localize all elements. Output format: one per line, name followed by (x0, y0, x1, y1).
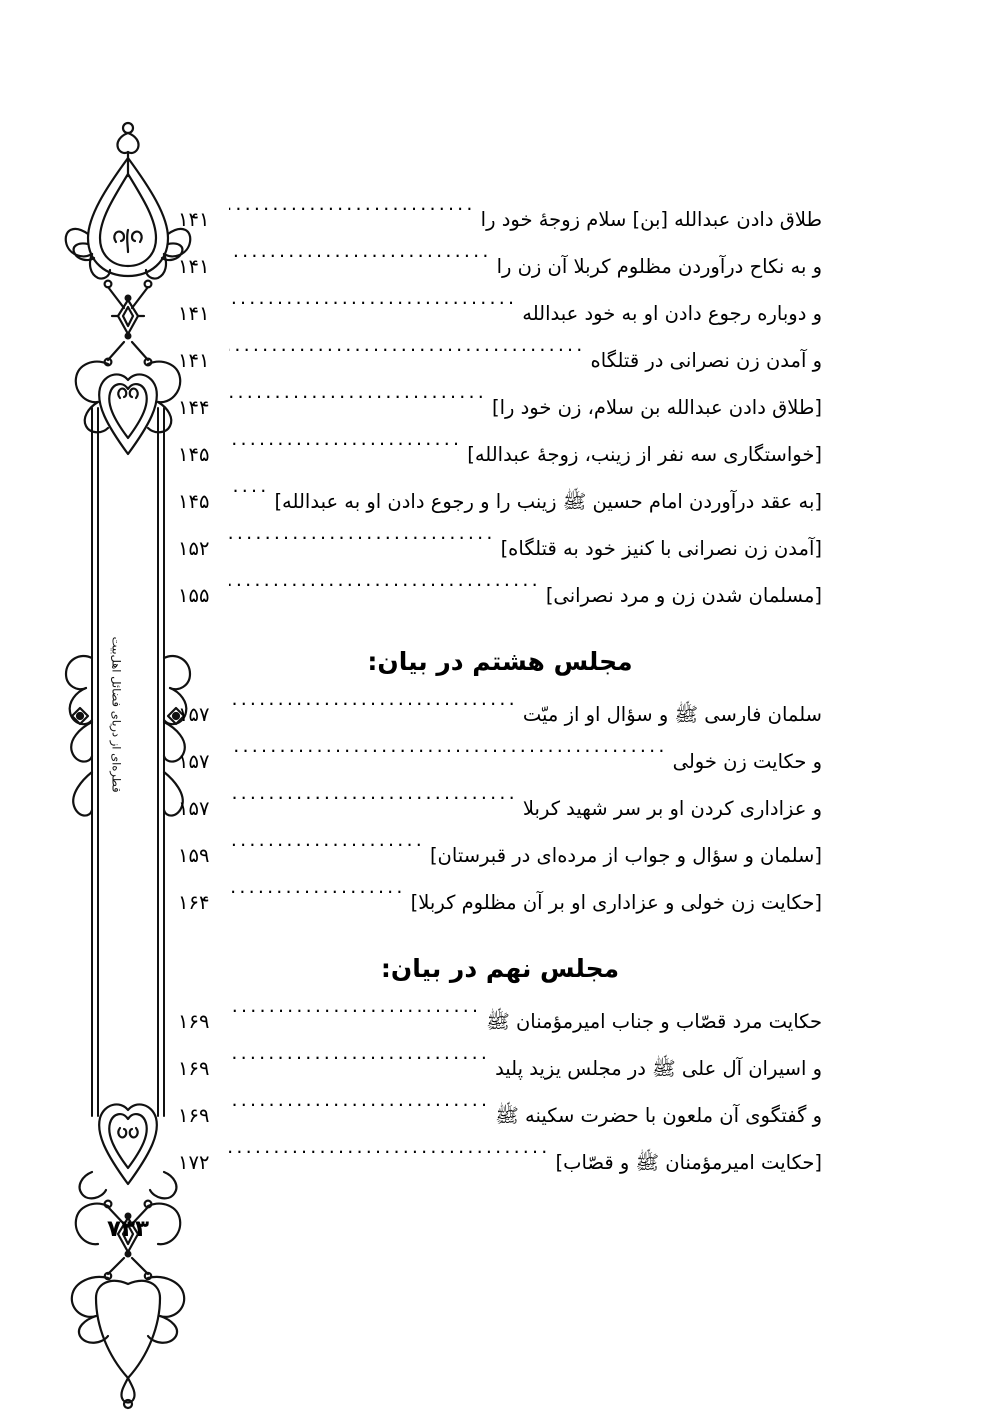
toc-entry[interactable] (178, 478, 822, 525)
toc-dot-leader (229, 843, 425, 863)
toc-entry-title: سلمان فارسی ﷺ و سؤال او از میّت (522, 703, 822, 726)
toc-dot-leader (229, 583, 541, 603)
toc-entry-page-number: ۱۶۹ (178, 1104, 210, 1127)
toc-dot-leader (229, 796, 518, 816)
toc-entry[interactable] (178, 290, 822, 337)
upper-knot (112, 296, 144, 339)
toc-entry-page-number: ۱۴۱ (178, 255, 210, 278)
toc-entry-page-number: ۱۶۹ (178, 1010, 210, 1033)
toc-entry[interactable] (178, 785, 822, 832)
toc-entry-page-number: ۱۵۲ (178, 537, 210, 560)
folio-cartouche (72, 1258, 184, 1408)
toc-entry-page-number: ۱۴۴ (178, 396, 210, 419)
toc-entry[interactable] (178, 1139, 822, 1186)
toc-entry-title: و گفتگوی آن ملعون با حضرت سکینه ﷺ (495, 1104, 822, 1127)
toc-entry-page-number: ۱۵۷ (178, 750, 210, 773)
toc-dot-leader (229, 749, 668, 769)
toc-entry[interactable] (178, 337, 822, 384)
toc-entry-page-number: ۱۴۵ (178, 490, 210, 513)
toc-entry-title: طلاق دادن عبدالله [بن] سلام زوجهٔ خود را (480, 208, 822, 231)
toc-dot-leader (229, 1056, 490, 1076)
toc-entry-page-number: ۱۴۱ (178, 349, 210, 372)
toc-entry-page-number: ۱۵۷ (178, 703, 210, 726)
toc-entry-title: [آمدن زن نصرانی با کنیز خود به قتلگاه] (500, 537, 822, 560)
table-of-contents (178, 196, 822, 1186)
toc-entry-title: و حکایت زن خولی (672, 750, 822, 773)
toc-dot-leader (229, 395, 487, 415)
section-heading: مجلس هشتم در بیان: (367, 647, 633, 676)
toc-entry-page-number: ۱۵۹ (178, 844, 210, 867)
toc-dot-leader (229, 442, 462, 462)
toc-dot-leader (229, 536, 496, 556)
toc-entry[interactable] (178, 738, 822, 785)
toc-entry-page-number: ۱۴۵ (178, 443, 210, 466)
toc-entry-title: [طلاق دادن عبدالله بن سلام، زن خود را] (491, 396, 822, 419)
decorative-border-ornament (58, 112, 198, 1312)
toc-entry[interactable] (178, 879, 822, 926)
toc-entry[interactable] (178, 384, 822, 431)
toc-entry-title: [به عقد درآوردن امام حسین ﷺ زینب را و رجوع دادن او به عبدالله] (274, 490, 822, 513)
toc-dot-leader (229, 348, 586, 368)
toc-entry-page-number: ۱۵۵ (178, 584, 210, 607)
toc-dot-leader (229, 301, 517, 321)
toc-dot-leader (229, 1009, 481, 1029)
toc-dot-leader (229, 207, 476, 227)
toc-entry-title: [مسلمان شدن زن و مرد نصرانی] (545, 584, 822, 607)
top-finial (66, 123, 191, 308)
toc-dot-leader (229, 702, 518, 722)
toc-dot-leader (229, 1103, 490, 1123)
toc-dot-leader (229, 489, 269, 509)
toc-dot-leader (229, 254, 492, 274)
spine-title-label: قطره‌ای از دریای فضائل اهل‌بیت (109, 636, 124, 794)
toc-entry-page-number: ۱۵۷ (178, 797, 210, 820)
toc-entry[interactable] (178, 691, 822, 738)
toc-entry-title: و به نکاح درآوردن مظلوم کربلا آن زن را (496, 255, 822, 278)
toc-entry[interactable] (178, 832, 822, 879)
toc-entry-title: [حکایت امیرمؤمنان ﷺ و قصّاب] (555, 1151, 822, 1174)
toc-entry-page-number: ۱۶۴ (178, 891, 210, 914)
toc-entry-title: و اسیران آل علی ﷺ در مجلس یزید پلید (495, 1057, 822, 1080)
page-number: ۷۳۳ (106, 1216, 150, 1242)
toc-entry-title: [خواستگاری سه نفر از زینب، زوجهٔ عبدالله] (467, 443, 822, 466)
toc-entry-page-number: ۱۶۹ (178, 1057, 210, 1080)
toc-entry-title: [سلمان و سؤال و جواب از مرده‌ای در قبرستان] (429, 844, 822, 867)
section-heading: مجلس نهم در بیان: (380, 954, 620, 983)
toc-entry[interactable] (178, 525, 822, 572)
toc-entry[interactable] (178, 196, 822, 243)
toc-entry-title: و دوباره رجوع دادن او به خود عبدالله (522, 302, 822, 325)
toc-entry[interactable] (178, 431, 822, 478)
toc-entry[interactable] (178, 998, 822, 1045)
toc-entry-title: و آمدن زن نصرانی در قتلگاه (590, 349, 822, 372)
toc-entry[interactable] (178, 1092, 822, 1139)
toc-dot-leader (229, 1150, 551, 1170)
middle-side-ornament (66, 656, 190, 816)
toc-entry[interactable] (178, 1045, 822, 1092)
toc-entry-title: و عزاداری کردن او بر سر شهید کربلا (522, 797, 822, 820)
vertical-rails (92, 408, 164, 1116)
toc-entry-title: [حکایت زن خولی و عزاداری او بر آن مظلوم کربلا] (410, 891, 822, 914)
toc-entry-page-number: ۱۴۱ (178, 208, 210, 231)
toc-entry-page-number: ۱۴۱ (178, 302, 210, 325)
toc-entry[interactable] (178, 243, 822, 290)
toc-dot-leader (229, 890, 406, 910)
toc-entry-title: حکایت مرد قصّاب و جناب امیرمؤمنان ﷺ (486, 1010, 822, 1033)
toc-entry[interactable] (178, 572, 822, 619)
toc-entry-page-number: ۱۷۲ (178, 1151, 210, 1174)
